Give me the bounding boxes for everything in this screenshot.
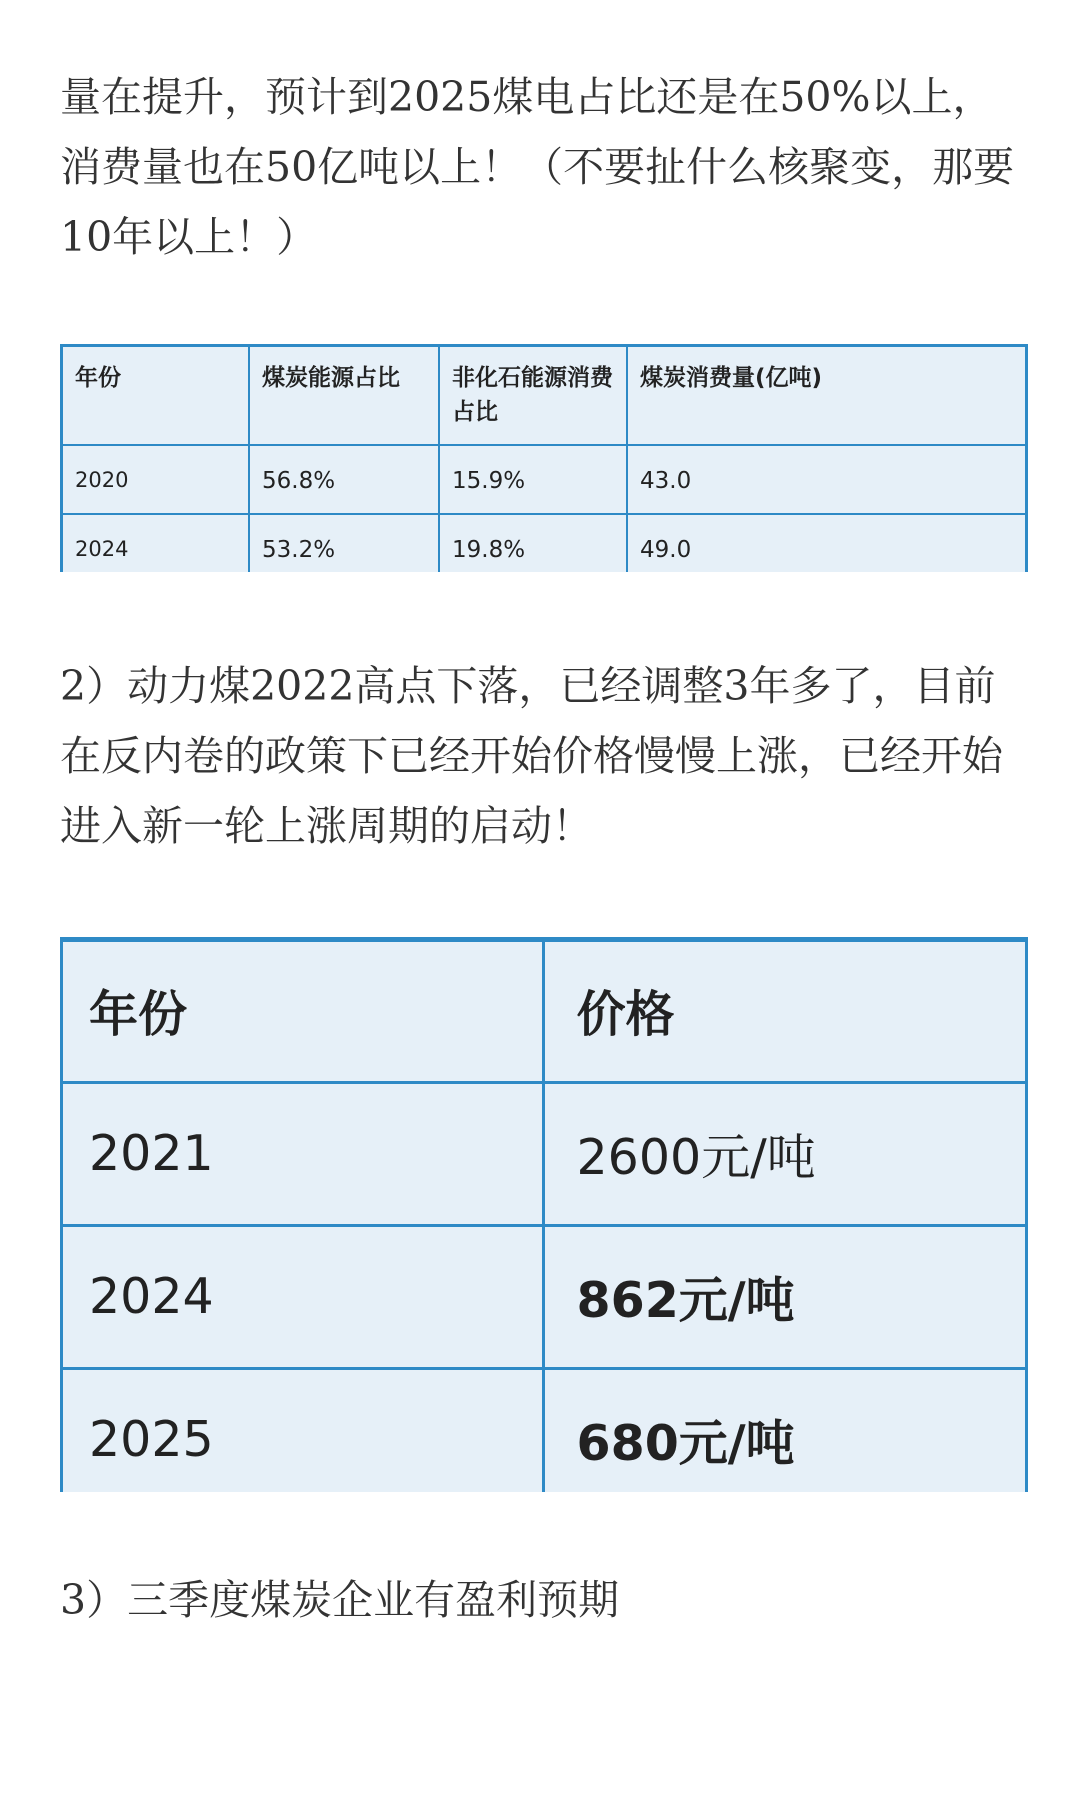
header-year: 年份	[63, 347, 249, 445]
header-nonfossil-share: 非化石能源消费占比	[439, 347, 627, 445]
cell-nonfossil-share: 19.8%	[439, 514, 627, 572]
cell-price: 2600元/吨	[543, 1082, 1025, 1225]
cell-year: 2024	[63, 1225, 543, 1368]
paragraph-thermal-coal: 2）动力煤2022高点下落，已经调整3年多了，目前在反内卷的政策下已经开始价格慢慢上涨，已经开始进入新一轮上涨周期的启动！	[60, 662, 1003, 850]
energy-share-table	[60, 344, 1028, 572]
table-header-row	[63, 347, 1025, 445]
paragraph-coal-consumption: 量在提升，预计到2025煤电占比还是在50%以上，消费量也在50亿吨以上！（不要扯什么核聚变，那要10年以上！）	[60, 73, 1015, 261]
header-year: 年份	[63, 942, 543, 1082]
header-coal-consumption: 煤炭消费量(亿吨)	[627, 347, 1025, 445]
cell-coal-share: 53.2%	[249, 514, 439, 572]
table-header-row	[63, 942, 1025, 1082]
cell-nonfossil-share: 15.9%	[439, 445, 627, 514]
table-row	[63, 1368, 1025, 1492]
cell-year: 2021	[63, 1082, 543, 1225]
paragraph-q3-profit: 3）三季度煤炭企业有盈利预期	[60, 1576, 620, 1624]
table-row	[63, 1082, 1025, 1225]
cell-year: 2020	[63, 445, 249, 514]
cell-coal-share: 56.8%	[249, 445, 439, 514]
table-row	[63, 445, 1025, 514]
cell-year: 2025	[63, 1368, 543, 1492]
cell-price: 680元/吨	[543, 1368, 1025, 1492]
cell-coal-consumption: 43.0	[627, 445, 1025, 514]
header-coal-share: 煤炭能源占比	[249, 347, 439, 445]
cell-coal-consumption: 49.0	[627, 514, 1025, 572]
cell-year: 2024	[63, 514, 249, 572]
cell-price: 862元/吨	[543, 1225, 1025, 1368]
coal-price-table	[60, 937, 1028, 1492]
table-row	[63, 1225, 1025, 1368]
table-row	[63, 514, 1025, 572]
header-price: 价格	[543, 942, 1025, 1082]
